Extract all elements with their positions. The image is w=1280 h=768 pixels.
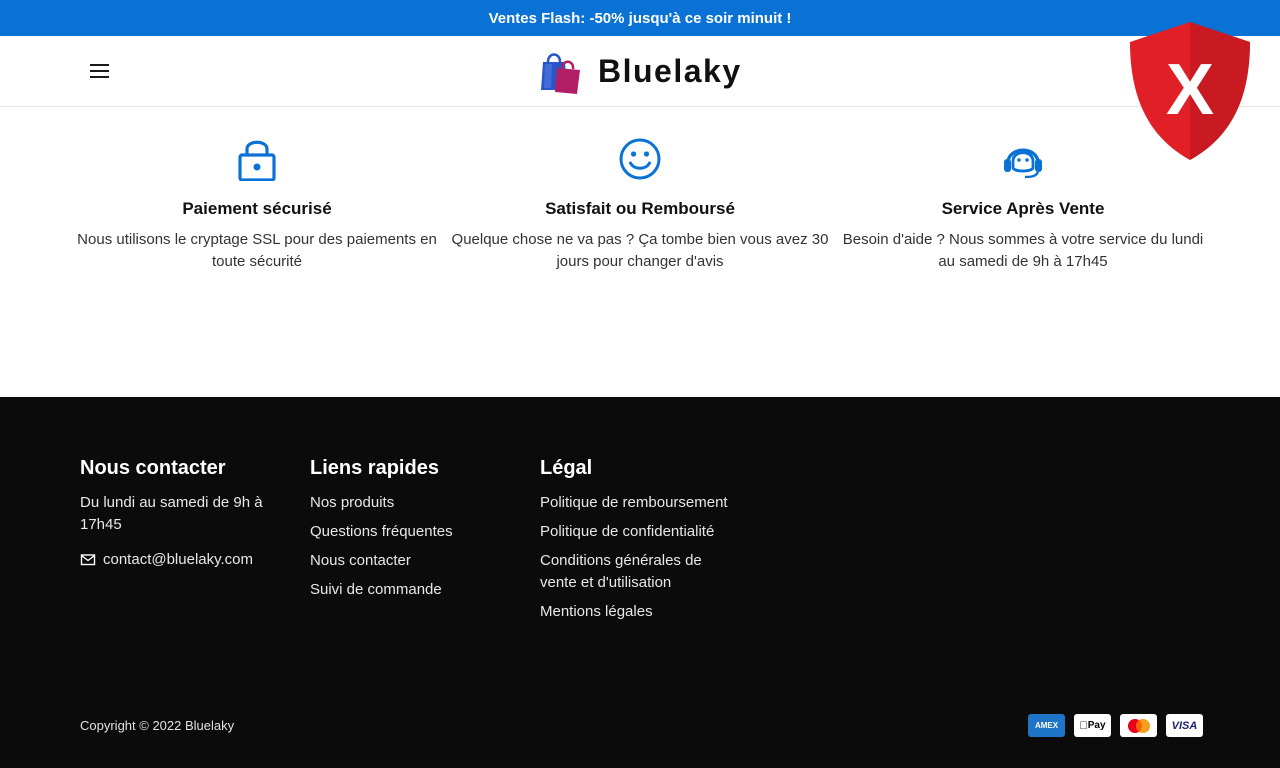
footer-link-legal-notice[interactable]: Mentions légales [540,603,653,620]
shopping-bags-icon [540,48,584,94]
mastercard-icon [1120,714,1157,737]
contact-hours: Du lundi au samedi de 9h à 17h45 [80,494,263,533]
footer-link-order-tracking[interactable]: Suivi de commande [310,581,442,598]
feature-text: Besoin d'aide ? Nous sommes à votre service du lundi au samedi de 9h à 17h45 [842,231,1204,270]
brand-logo[interactable] [540,48,742,94]
features-section [0,107,1280,397]
footer-link-refund-policy[interactable]: Politique de remboursement [540,494,728,511]
feature-text: Quelque chose ne va pas ? Ça tombe bien vous avez 30 jours pour changer d'avis [451,231,829,270]
feature-title: Service Après Vente [941,199,1105,218]
hamburger-menu-icon[interactable] [88,60,112,82]
footer-heading-contact: Nous contacter [80,457,226,479]
footer-link-faq[interactable]: Questions fréquentes [310,523,453,540]
feature-title: Paiement sécurisé [182,199,332,218]
visa-icon: VISA [1166,714,1203,737]
apple-pay-icon [1074,714,1111,737]
headset-icon [1001,137,1045,181]
mastercard-circles-icon [1126,718,1152,734]
site-header [0,36,1280,107]
feature-secure-payment [67,137,447,273]
shield-letter: X [1165,50,1215,130]
apple-pay-label: Pay [1083,720,1102,731]
announcement-text: Ventes Flash: -50% jusqu'à ce soir minuit ! [488,9,792,27]
site-footer [0,397,1280,768]
feature-title: Satisfait ou Remboursé [545,199,735,218]
feature-after-sales [833,137,1213,273]
contact-email-link[interactable] [80,551,280,568]
feature-text: Nous utilisons le cryptage SSL pour des paiements en toute sécurité [77,231,437,270]
mail-icon [80,553,97,567]
footer-link-privacy-policy[interactable]: Politique de confidentialité [540,523,715,540]
amex-icon: AMEX [1028,714,1065,737]
footer-heading-quick-links: Liens rapides [310,457,439,479]
footer-legal [540,457,740,630]
copyright-text: Copyright © 2022 Bluelaky [80,718,235,733]
apple-logo-icon [1079,720,1087,732]
footer-link-contact[interactable]: Nous contacter [310,552,411,569]
announcement-bar [0,0,1280,36]
brand-name: Bluelaky [598,52,742,89]
payment-methods [1028,714,1203,737]
footer-link-terms[interactable]: Conditions générales de vente et d'utilisation [540,552,702,591]
footer-quick-links [310,457,510,608]
feature-satisfaction [450,137,830,273]
lock-icon [235,137,279,181]
footer-heading-legal: Légal [540,457,593,479]
footer-link-products[interactable]: Nos produits [310,494,395,511]
footer-contact [80,457,280,568]
smiley-icon [618,137,662,181]
contact-email: contact@bluelaky.com [103,551,254,568]
